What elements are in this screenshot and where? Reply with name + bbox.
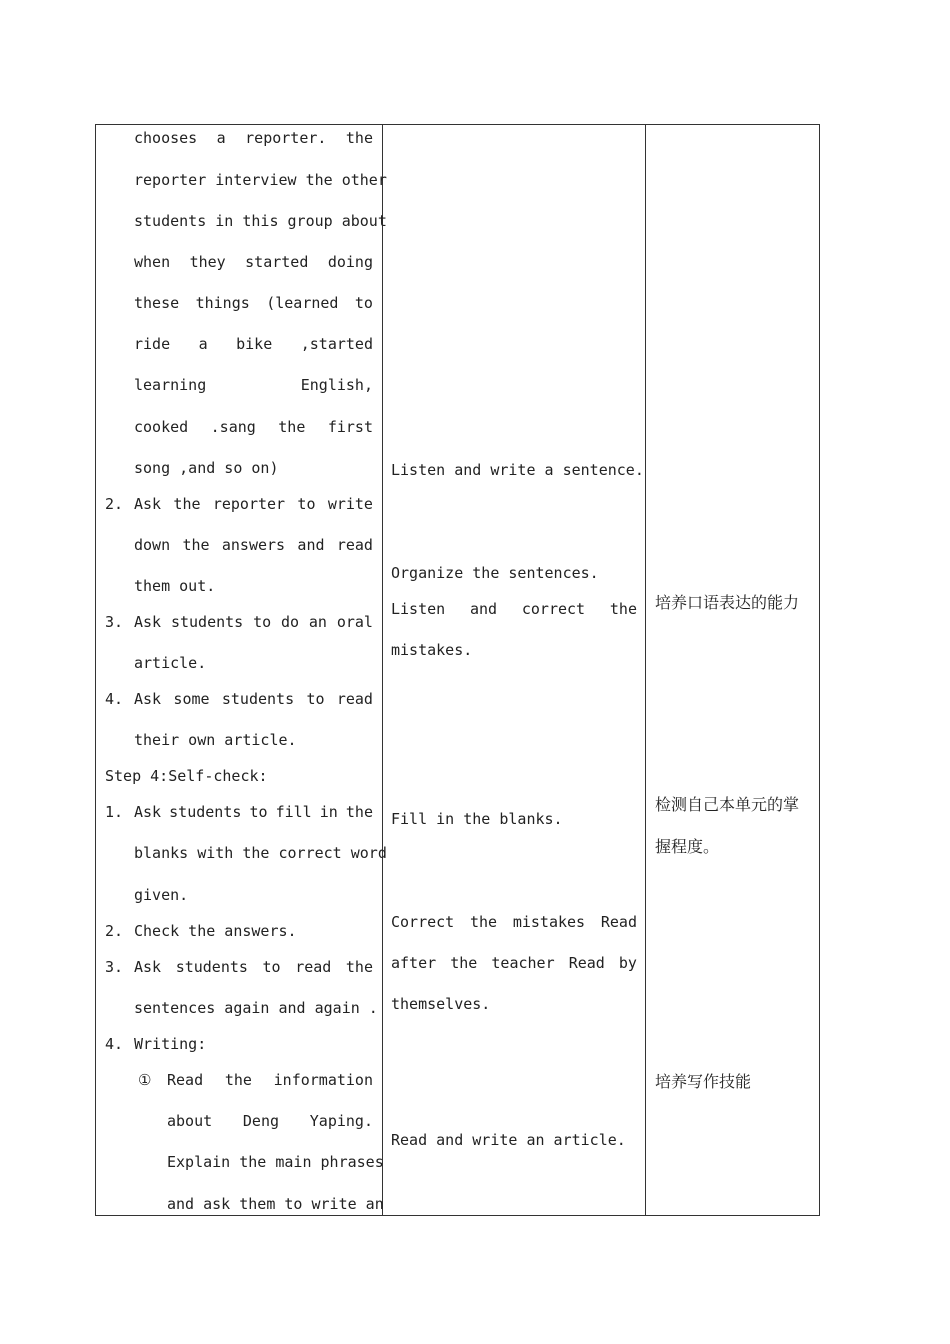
word: to — [262, 958, 281, 976]
word: a — [216, 129, 226, 147]
text-line — [134, 375, 373, 395]
word: oral — [336, 613, 373, 631]
text-line — [391, 953, 637, 973]
word: Ask — [134, 690, 162, 708]
word: doing — [327, 253, 373, 271]
word: English, — [300, 376, 373, 394]
word: Read — [600, 913, 637, 931]
purpose-text: 培养写作技能 — [655, 1072, 752, 1091]
text-line: Listen and write a sentence. — [391, 461, 644, 479]
word: correct — [521, 600, 586, 618]
word: the — [345, 129, 373, 147]
word: reporter — [212, 495, 286, 513]
word: the — [609, 600, 637, 618]
word: some — [173, 690, 210, 708]
purpose-text: 培养口语表达的能力 — [655, 593, 800, 612]
word: Read — [568, 954, 605, 972]
text-line — [134, 252, 373, 272]
word: to — [354, 294, 373, 312]
circled-number: ① — [138, 1071, 152, 1089]
text-line: students in this group about — [134, 212, 387, 230]
word: the — [173, 495, 201, 513]
word: read — [295, 958, 332, 976]
text-line — [134, 957, 373, 977]
text-line: Writing: — [134, 1035, 207, 1053]
text-line: given. — [134, 886, 189, 904]
word: to — [306, 690, 325, 708]
word: chooses — [134, 129, 198, 147]
text-line: them out. — [134, 577, 216, 595]
text-line — [134, 612, 373, 632]
text-line: sentences again and again . — [134, 999, 378, 1017]
word: the — [224, 1071, 252, 1089]
word: after — [391, 954, 437, 972]
text-line — [167, 1111, 373, 1131]
word: students — [170, 613, 244, 631]
word: cooked — [134, 418, 189, 436]
word: Listen — [391, 600, 446, 618]
text-line — [167, 1070, 373, 1090]
word: to — [249, 803, 268, 821]
word: Correct — [391, 913, 455, 931]
text-line — [134, 535, 373, 555]
word: teacher — [491, 954, 555, 972]
list-number: 1. — [105, 803, 124, 821]
word: information — [273, 1071, 373, 1089]
word: these — [134, 294, 180, 312]
text-line: Organize the sentences. — [391, 564, 599, 582]
word: Read — [167, 1071, 204, 1089]
word: read — [336, 536, 373, 554]
text-line — [134, 293, 373, 313]
word: the — [182, 536, 210, 554]
purpose-text: 检测自己本单元的掌 — [655, 795, 800, 814]
word: by — [618, 954, 637, 972]
text-line: Read and write an article. — [391, 1131, 626, 1149]
word: ride — [134, 335, 171, 353]
word: bike — [236, 335, 273, 353]
text-line: themselves. — [391, 995, 491, 1013]
word: when — [134, 253, 171, 271]
text-line: article. — [134, 654, 207, 672]
word: students — [169, 803, 242, 821]
text-line: their own article. — [134, 731, 297, 749]
word: down — [134, 536, 171, 554]
text-line: and ask them to write an — [167, 1195, 384, 1213]
word: to — [297, 495, 316, 513]
column-divider-1 — [382, 125, 383, 1215]
list-number: 4. — [105, 1035, 124, 1053]
text-line: mistakes. — [391, 641, 473, 659]
purpose-text: 握程度。 — [655, 837, 720, 856]
word: Ask — [134, 613, 162, 631]
word: the — [345, 958, 373, 976]
text-line: song ,and so on) — [134, 459, 279, 477]
word: read — [336, 690, 373, 708]
word: the — [345, 803, 373, 821]
word: students — [175, 958, 248, 976]
word: about — [167, 1112, 213, 1130]
word: Yaping. — [309, 1112, 373, 1130]
word: they — [189, 253, 226, 271]
text-line: reporter interview the other — [134, 171, 387, 189]
word: answers — [221, 536, 286, 554]
word: started — [245, 253, 309, 271]
word: do — [280, 613, 300, 631]
word: reporter. — [245, 129, 327, 147]
word: to — [253, 613, 272, 631]
word: in — [319, 803, 338, 821]
word: Ask — [134, 803, 162, 821]
text-line — [134, 494, 373, 514]
word: the — [469, 913, 498, 931]
word: ,started — [300, 335, 373, 353]
text-line: blanks with the correct word — [134, 844, 387, 862]
text-line: Fill in the blanks. — [391, 810, 563, 828]
text-line: Check the answers. — [134, 922, 297, 940]
list-number: 3. — [105, 613, 124, 631]
word: and — [469, 600, 498, 618]
word: and — [297, 536, 325, 554]
text-line — [134, 802, 373, 822]
text-line — [134, 417, 373, 437]
word: learning — [134, 376, 207, 394]
word: Ask — [134, 958, 162, 976]
list-number: 2. — [105, 495, 124, 513]
word: Deng — [242, 1112, 280, 1130]
word: (learned — [266, 294, 339, 312]
word: fill — [275, 803, 312, 821]
word: an — [308, 613, 327, 631]
text-line — [134, 334, 373, 354]
list-number: 4. — [105, 690, 124, 708]
word: a — [198, 335, 208, 353]
text-line — [134, 689, 373, 709]
word: Ask — [134, 495, 162, 513]
word: things — [195, 294, 250, 312]
word: write — [327, 495, 373, 513]
text-line: Explain the main phrases — [167, 1153, 384, 1171]
word: mistakes — [512, 913, 586, 931]
text-line — [391, 599, 637, 619]
word: students — [221, 690, 295, 708]
column-divider-2 — [645, 125, 646, 1215]
list-number: 2. — [105, 922, 124, 940]
list-number: 3. — [105, 958, 124, 976]
word: the — [278, 418, 306, 436]
word: .sang — [210, 418, 256, 436]
text-line — [391, 912, 637, 932]
word: first — [327, 418, 373, 436]
text-line — [134, 128, 373, 148]
step-heading: Step 4:Self-check: — [105, 767, 268, 785]
word: the — [450, 954, 478, 972]
